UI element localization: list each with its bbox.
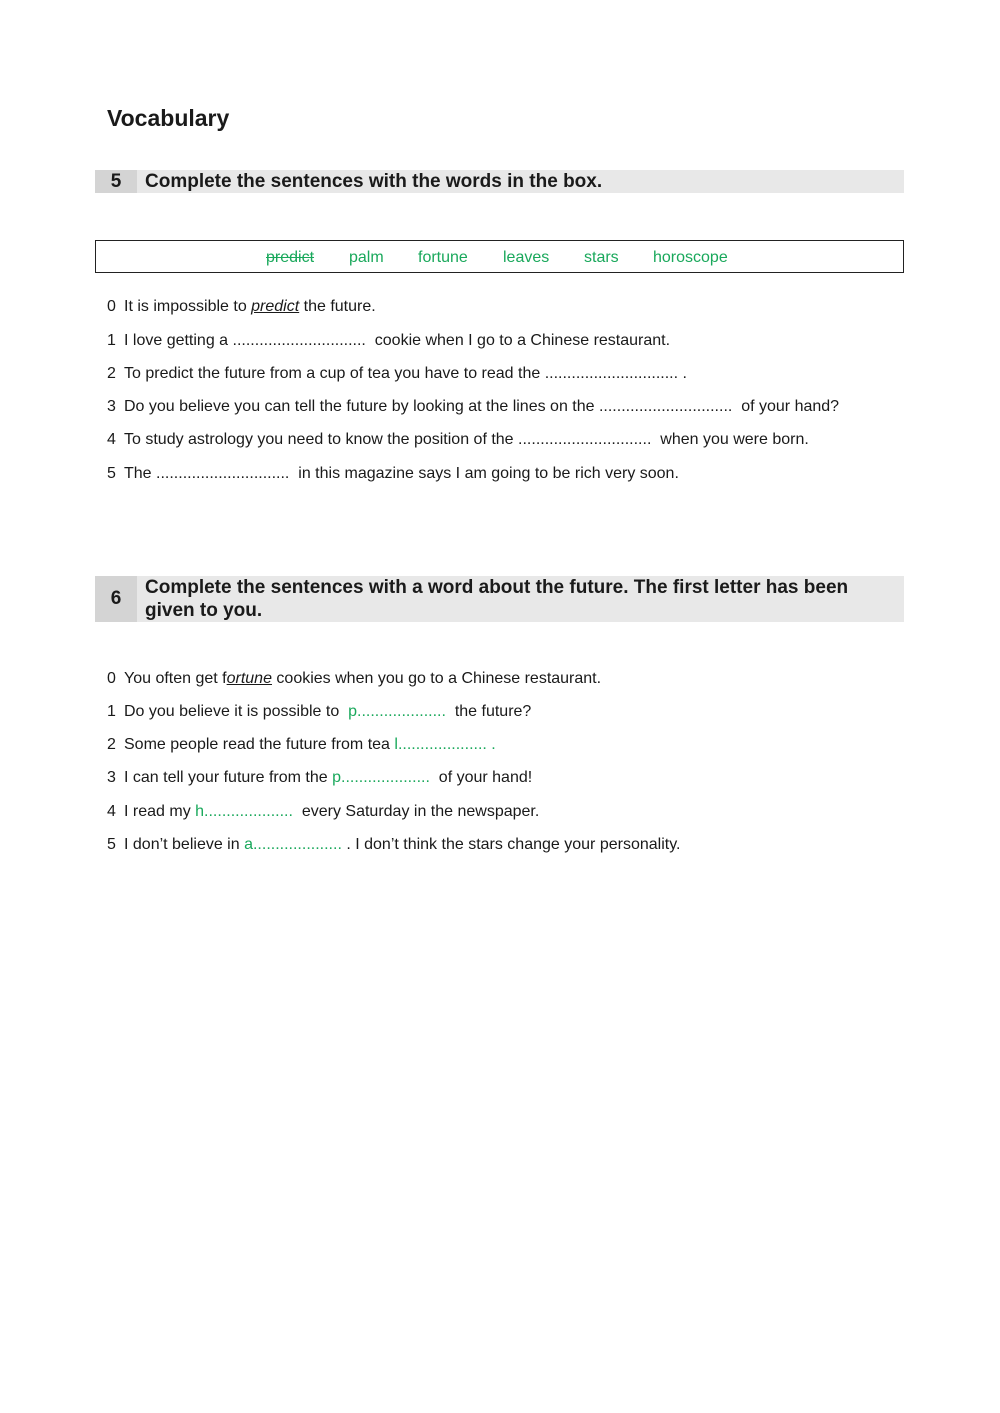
exercise-5-item <box>107 398 839 416</box>
answer-blank[interactable]: .............................. <box>232 332 366 349</box>
exercise-6-item <box>107 703 531 721</box>
item-text: It is impossible to <box>124 298 252 315</box>
exercise-6-item <box>107 803 539 821</box>
page-title: Vocabulary <box>107 105 230 131</box>
item-number: 4 <box>107 803 116 820</box>
word-box-item: palm <box>349 249 384 266</box>
item-text: I can tell your future from the <box>124 769 333 786</box>
item-text: in this magazine says I am going to be rich very soon. <box>289 465 679 482</box>
exercise-5-item <box>107 332 670 350</box>
exercise-5-item <box>107 465 679 483</box>
item-text: To study astrology you need to know the position of the <box>124 431 519 448</box>
answer-blank[interactable]: a.................... <box>244 836 342 853</box>
item-text: cookies when you go to a Chinese restaurant. <box>271 670 602 687</box>
exercise-6-instruction: Complete the sentences with a word about the future. The first letter has been given to you. <box>145 577 849 621</box>
example-answer: ortune <box>226 670 272 687</box>
item-text: You often get f <box>124 670 227 687</box>
exercise-5-item <box>107 365 687 383</box>
item-text: Do you believe you can tell the future by looking at the lines on the <box>124 398 599 415</box>
exercise-5-item <box>107 431 809 449</box>
item-text: I don’t believe in <box>124 836 245 853</box>
item-number: 0 <box>107 298 116 315</box>
exercise-6-item <box>107 736 496 754</box>
exercise-6-header <box>95 576 904 622</box>
word-box-item: leaves <box>503 249 550 266</box>
exercise-5-number: 5 <box>95 170 137 193</box>
example-answer: predict <box>251 298 300 315</box>
item-text: To predict the future from a cup of tea you have to read the <box>124 365 545 382</box>
item-number: 4 <box>107 431 116 448</box>
item-text: Do you believe it is possible to <box>124 703 349 720</box>
answer-blank[interactable]: .............................. <box>598 398 733 415</box>
item-text: The <box>124 465 157 482</box>
exercise-5-instruction: Complete the sentences with the words in the box. <box>145 171 603 192</box>
item-number: 2 <box>107 365 116 382</box>
item-number: 3 <box>107 398 116 415</box>
answer-blank[interactable]: l.................... . <box>394 736 496 753</box>
answer-blank[interactable]: .............................. <box>544 365 679 382</box>
exercise-6-item <box>107 670 601 688</box>
answer-blank[interactable]: p.................... <box>348 703 446 720</box>
item-text: . I don’t think the stars change your personality. <box>341 836 681 853</box>
exercise-5-header <box>95 170 904 193</box>
answer-blank[interactable]: .............................. <box>156 465 290 482</box>
item-number: 5 <box>107 836 116 853</box>
item-text: of your hand? <box>732 398 840 415</box>
word-box-item: fortune <box>418 249 468 266</box>
item-number: 5 <box>107 465 116 482</box>
word-box-item: horoscope <box>653 249 728 266</box>
exercise-6-number: 6 <box>95 576 137 622</box>
item-number: 2 <box>107 736 116 753</box>
item-text: every Saturday in the newspaper. <box>292 803 540 820</box>
word-box-item: predict <box>266 249 315 266</box>
answer-blank[interactable]: .............................. <box>518 431 652 448</box>
item-number: 3 <box>107 769 116 786</box>
answer-blank[interactable]: p.................... <box>332 769 430 786</box>
item-number: 1 <box>107 703 116 720</box>
item-text: . <box>678 365 687 382</box>
answer-blank[interactable]: h.................... <box>195 803 293 820</box>
word-box-item: stars <box>584 249 619 266</box>
item-text: the future. <box>299 298 376 315</box>
item-number: 0 <box>107 670 116 687</box>
item-text: when you were born. <box>651 431 809 448</box>
item-text: I love getting a <box>124 332 233 349</box>
exercise-6-item <box>107 836 680 854</box>
item-text: Some people read the future from tea <box>124 736 395 753</box>
item-number: 1 <box>107 332 116 349</box>
exercise-5-item <box>107 298 376 316</box>
word-box <box>95 240 904 273</box>
item-text: I read my <box>124 803 196 820</box>
item-text: the future? <box>445 703 532 720</box>
item-text: cookie when I go to a Chinese restaurant. <box>365 332 671 349</box>
item-text: of your hand! <box>429 769 533 786</box>
exercise-6-item <box>107 769 532 787</box>
